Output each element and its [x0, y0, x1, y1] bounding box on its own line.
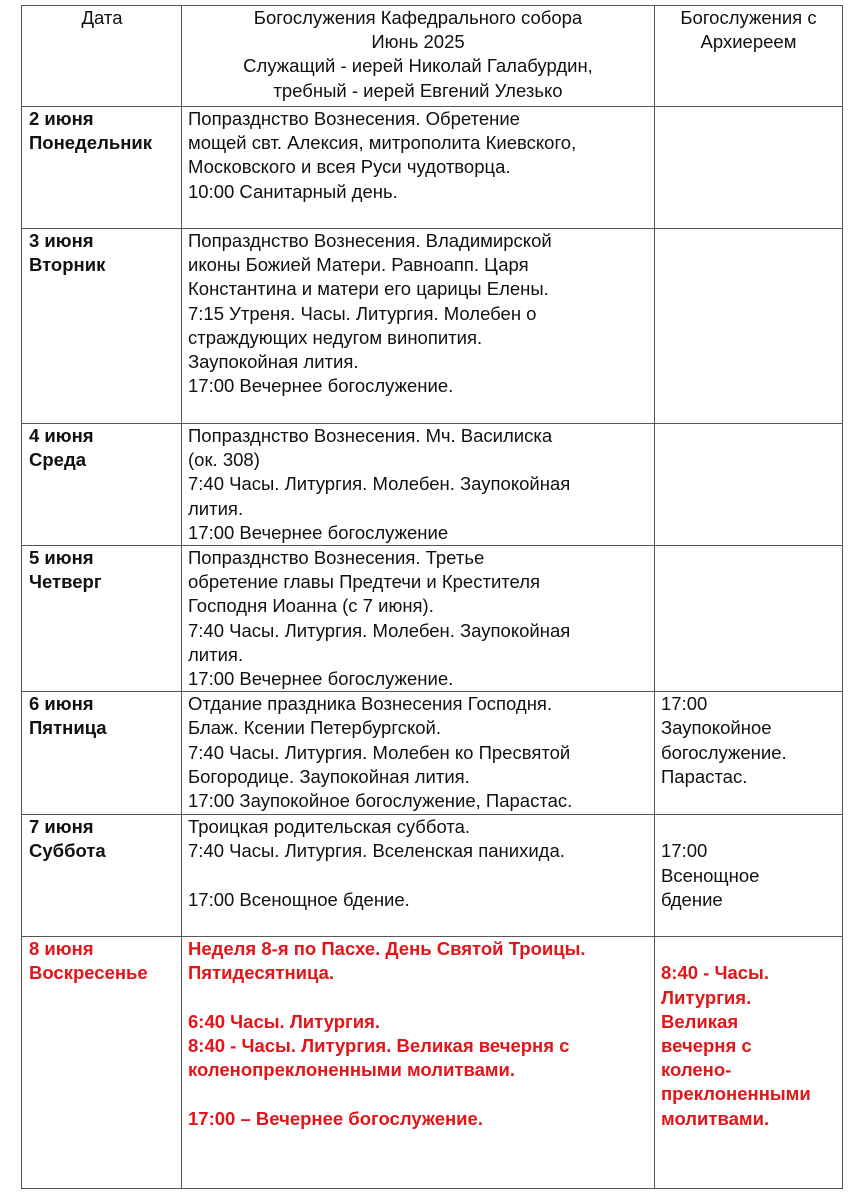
services-cell	[182, 546, 655, 692]
schedule-row	[22, 229, 843, 424]
service-line: Заупокойная лития.	[188, 351, 359, 373]
service-line: (ок. 308)	[188, 449, 260, 471]
date-label: 6 июня	[29, 693, 94, 715]
service-line: 7:40 Часы. Литургия. Молебен. Заупокойная	[188, 619, 571, 641]
service-line: Пятидесятница.	[188, 962, 335, 984]
services-cell	[182, 692, 655, 815]
service-line: 8:40 - Часы. Литургия. Великая вечерня с	[188, 1035, 570, 1057]
services-cell	[182, 229, 655, 424]
weekday-label: Воскресенье	[29, 962, 148, 984]
weekday-label: Среда	[29, 449, 86, 471]
service-line: Блаж. Ксении Петербургской.	[188, 717, 442, 739]
date-label: 7 июня	[29, 816, 94, 838]
service-line: 7:40 Часы. Литургия. Молебен. Заупокойная	[188, 473, 571, 495]
weekday-label: Понедельник	[29, 132, 153, 154]
service-line: 17:00 Вечернее богослужение.	[188, 375, 454, 397]
service-line: Великая	[661, 1010, 739, 1032]
service-line: молитвами.	[661, 1107, 770, 1129]
bishop-services-cell	[655, 424, 843, 546]
service-line: преклоненными	[661, 1083, 811, 1105]
service-line: 17:00 Всенощное бдение.	[188, 888, 410, 910]
service-line: 7:40 Часы. Литургия. Молебен ко Пресвятой	[188, 741, 571, 763]
service-line: мощей свт. Алексия, митрополита Киевского,	[188, 132, 577, 154]
service-line: Богородице. Заупокойная лития.	[188, 765, 470, 787]
weekday-label: Пятница	[29, 717, 107, 739]
service-line: 10:00 Санитарный день.	[188, 180, 398, 202]
service-line	[661, 815, 836, 839]
date-cell	[22, 937, 182, 1189]
service-line: иконы Божией Матери. Равноапп. Царя	[188, 254, 529, 276]
service-line: бдение	[661, 888, 723, 910]
service-line: Парастас.	[661, 765, 748, 787]
service-line: Литургия.	[661, 986, 752, 1008]
services-cell	[182, 815, 655, 937]
bishop-services-cell	[655, 692, 843, 815]
service-line: 7:40 Часы. Литургия. Вселенская панихида.	[188, 840, 565, 862]
date-label: 3 июня	[29, 230, 94, 251]
date-column-header: Дата	[22, 6, 182, 107]
header-serving-priest: Служащий - иерей Николай Галабурдин,	[243, 55, 593, 77]
service-line: 8:40 - Часы.	[661, 962, 769, 984]
service-line	[188, 986, 648, 1010]
date-cell	[22, 815, 182, 937]
services-cell	[182, 937, 655, 1189]
date-label: 4 июня	[29, 425, 94, 446]
date-label: 8 июня	[29, 938, 94, 960]
service-line: 17:00 – Вечернее богослужение.	[188, 1107, 483, 1129]
service-line: Константина и матери его царицы Елены.	[188, 278, 549, 300]
service-line: 17:00 Заупокойное богослужение, Парастас.	[188, 790, 573, 812]
weekday-label: Четверг	[29, 571, 102, 593]
service-line: Отдание праздника Вознесения Господня.	[188, 693, 553, 715]
service-line: 17:00	[661, 840, 708, 862]
schedule-row	[22, 937, 843, 1189]
schedule-row	[22, 107, 843, 229]
bishop-services-header: Богослужения с Архиереем	[655, 6, 843, 107]
date-cell	[22, 692, 182, 815]
date-cell	[22, 229, 182, 424]
services-cell	[182, 107, 655, 229]
date-cell	[22, 424, 182, 546]
cathedral-services-header	[182, 6, 655, 107]
header-row	[22, 6, 843, 107]
weekday-label: Вторник	[29, 254, 106, 276]
date-label: 5 июня	[29, 547, 94, 569]
weekday-label: Суббота	[29, 840, 106, 862]
service-line: 17:00 Вечернее богослужение	[188, 521, 449, 543]
service-line: Заупокойное	[661, 717, 772, 739]
header-title: Богослужения Кафедрального собора	[253, 7, 583, 28]
bishop-services-cell	[655, 937, 843, 1189]
bishop-services-cell	[655, 815, 843, 937]
service-line: Московского и всея Руси чудотворца.	[188, 156, 511, 178]
service-line: Неделя 8-я по Пасхе. День Святой Троицы.	[188, 938, 586, 960]
schedule-row	[22, 815, 843, 937]
bishop-services-cell	[655, 107, 843, 229]
schedule-row	[22, 424, 843, 546]
bishop-services-cell	[655, 229, 843, 424]
date-cell	[22, 107, 182, 229]
bishop-services-cell	[655, 546, 843, 692]
schedule-body	[22, 107, 843, 1189]
schedule-row	[22, 546, 843, 692]
service-line: Троицкая родительская суббота.	[188, 816, 471, 838]
header-month: Июнь 2025	[371, 31, 465, 53]
service-line: Всенощное	[661, 864, 760, 886]
date-cell	[22, 546, 182, 692]
service-line: вечерня с	[661, 1035, 752, 1057]
service-line: лития.	[188, 497, 244, 519]
service-line: колено-	[661, 1059, 732, 1081]
date-label: 2 июня	[29, 108, 94, 129]
service-line: 7:15 Утреня. Часы. Литургия. Молебен о	[188, 302, 537, 324]
schedule-row	[22, 692, 843, 815]
service-line	[188, 864, 648, 888]
service-line: Попразднство Вознесения. Третье	[188, 547, 485, 569]
service-line	[661, 937, 836, 961]
services-cell	[182, 424, 655, 546]
service-line: страждующих недугом винопития.	[188, 326, 483, 348]
service-line: 17:00 Вечернее богослужение.	[188, 668, 454, 690]
service-line: лития.	[188, 643, 244, 665]
service-line: коленопреклоненными молитвами.	[188, 1059, 516, 1081]
schedule-table	[21, 5, 843, 1189]
service-line: Господня Иоанна (с 7 июня).	[188, 595, 434, 617]
service-line: Попразднство Вознесения. Владимирской	[188, 230, 552, 251]
service-line: обретение главы Предтечи и Крестителя	[188, 571, 541, 593]
service-line: богослужение.	[661, 741, 787, 763]
service-line: Попразднство Вознесения. Мч. Василиска	[188, 425, 553, 446]
service-line	[188, 1082, 648, 1106]
service-line: 6:40 Часы. Литургия.	[188, 1010, 381, 1032]
service-line: Попразднство Вознесения. Обретение	[188, 108, 520, 129]
header-duty-priest: требный - иерей Евгений Улезько	[273, 79, 563, 101]
service-line: 17:00	[661, 693, 708, 715]
